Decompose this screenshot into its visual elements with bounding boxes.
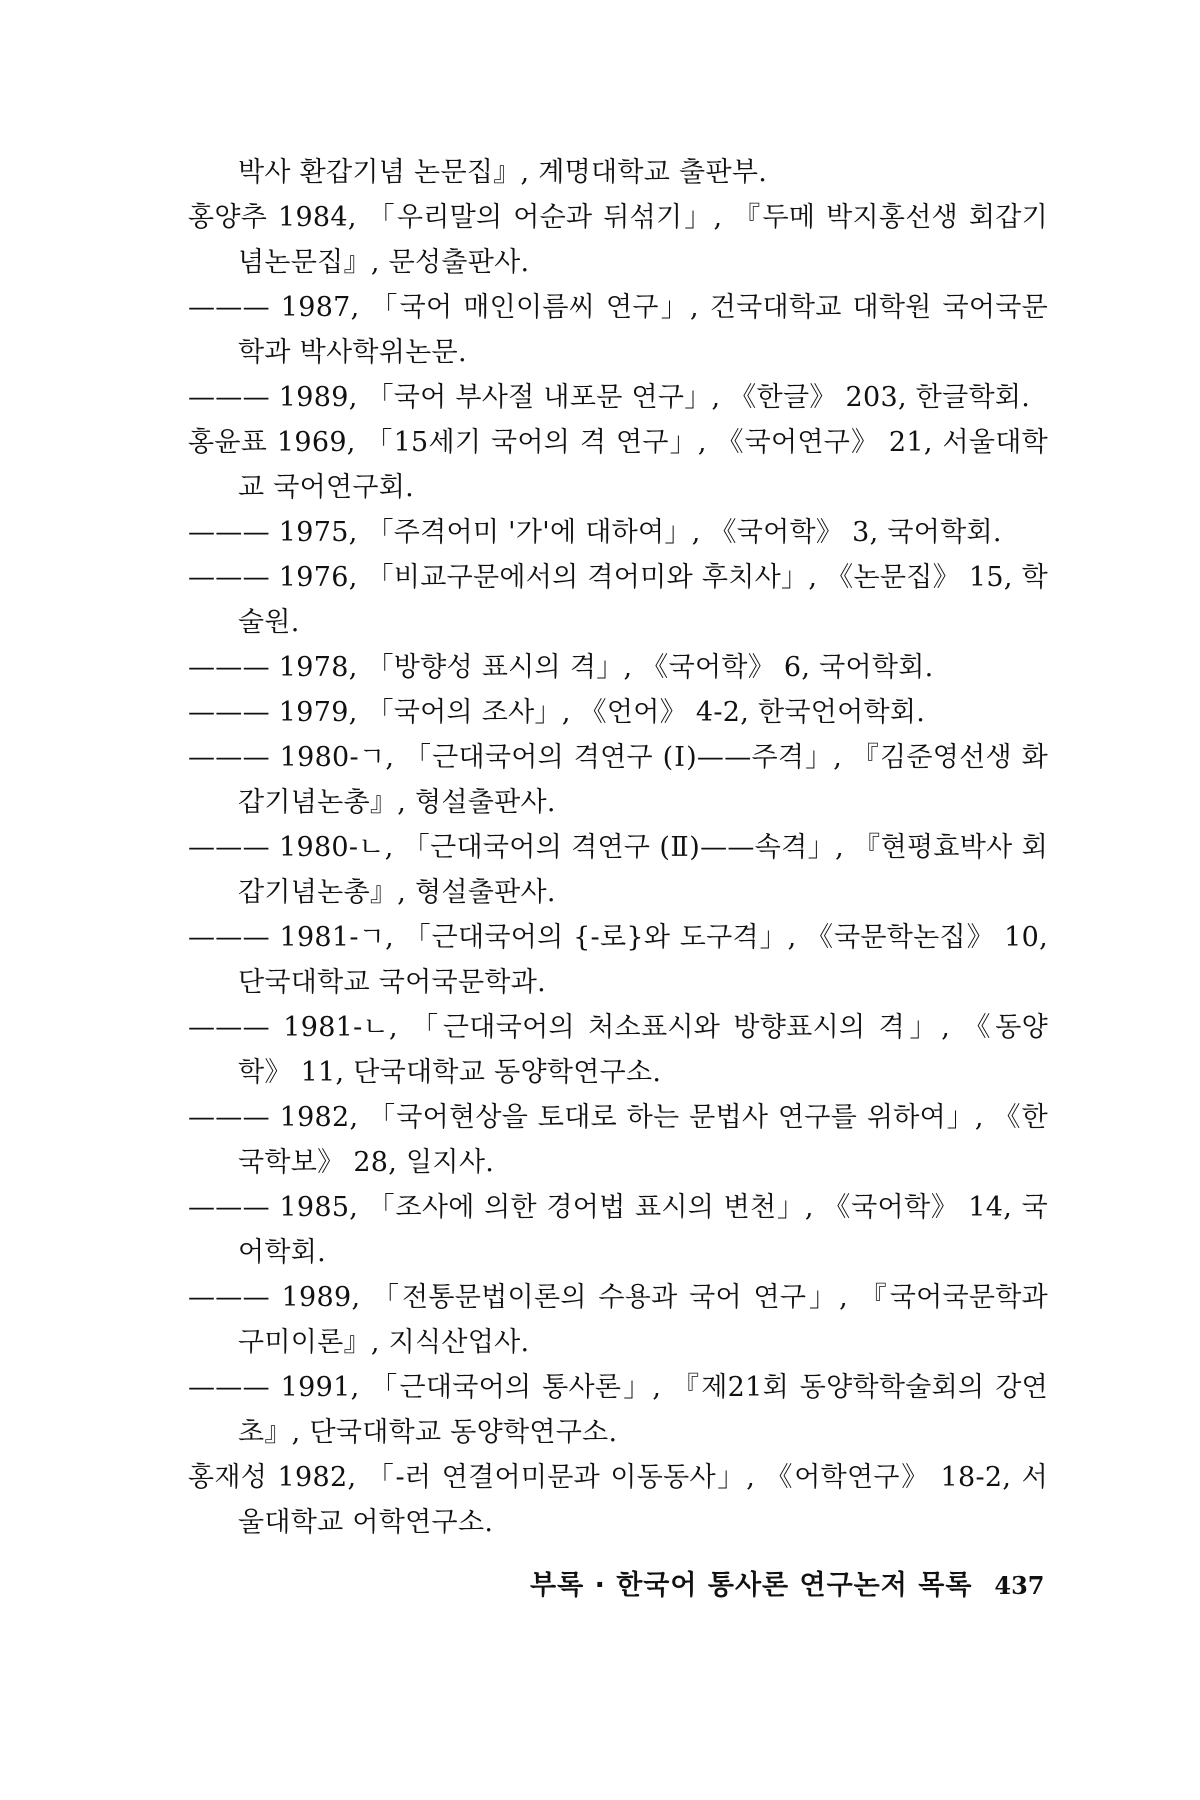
page-number: 437 xyxy=(994,1571,1045,1600)
bibliography-entry: ——— 1991, 「근대국어의 통사론」, 『제21회 동양학학술회의 강연초』, 단국대학교 동양학연구소. xyxy=(188,1372,1048,1448)
bibliography-entry: ——— 1976, 「비교구문에서의 격어미와 후치사」, 《논문집》 15, 학술원. xyxy=(188,562,1048,638)
running-footer-title: 부록 · 한국어 통사론 연구논저 목록 xyxy=(530,1570,973,1601)
bibliography-entry: ——— 1989, 「국어 부사절 내포문 연구」, 《한글》 203, 한글학회. xyxy=(188,382,1031,413)
bibliography-entry: ——— 1989, 「전통문법이론의 수용과 국어 연구」, 『국어국문학과 구미이론』, 지식산업사. xyxy=(188,1282,1048,1358)
bibliography-entry: 홍재성 1982, 「-러 연결어미문과 이동동사」, 《어학연구》 18-2, 서울대학교 어학연구소. xyxy=(188,1462,1048,1538)
bibliography-entry: ——— 1982, 「국어현상을 토대로 하는 문법사 연구를 위하여」, 《한국학보》 28, 일지사. xyxy=(188,1102,1048,1178)
bibliography-entry: 홍윤표 1969, 「15세기 국어의 격 연구」, 《국어연구》 21, 서울대학교 국어연구회. xyxy=(188,427,1048,503)
bibliography-entry: ——— 1981-ㄱ, 「근대국어의 {-로}와 도구격」, 《국문학논집》 10, 단국대학교 국어국문학과. xyxy=(188,922,1048,998)
bibliography-entry: ——— 1985, 「조사에 의한 경어법 표시의 변천」, 《국어학》 14, 국어학회. xyxy=(188,1192,1048,1268)
bibliography-entry: ——— 1975, 「주격어미 '가'에 대하여」, 《국어학》 3, 국어학회. xyxy=(188,517,1002,548)
page-footer xyxy=(530,1563,1045,1602)
bibliography-entry: ——— 1980-ㄱ, 「근대국어의 격연구 (Ⅰ)——주격」, 『김준영선생 화갑기념논총』, 형설출판사. xyxy=(188,742,1048,818)
bibliography-entry: 박사 환갑기념 논문집』, 계명대학교 출판부. xyxy=(238,157,768,188)
bibliography-entry: ——— 1981-ㄴ, 「근대국어의 처소표시와 방향표시의 격」, 《동양학》 11, 단국대학교 동양학연구소. xyxy=(188,1012,1048,1088)
bibliography-entry: ——— 1987, 「국어 매인이름씨 연구」, 건국대학교 대학원 국어국문학과 박사학위논문. xyxy=(188,292,1048,368)
bibliography-entry: ——— 1978, 「방향성 표시의 격」, 《국어학》 6, 국어학회. xyxy=(188,652,934,683)
bibliography-entry: ——— 1979, 「국어의 조사」, 《언어》 4-2, 한국언어학회. xyxy=(188,697,926,728)
bibliography-list xyxy=(188,150,1048,1545)
bibliography-entry: 홍양추 1984, 「우리말의 어순과 뒤섞기」, 『두메 박지홍선생 회갑기념논문집』, 문성출판사. xyxy=(188,202,1048,278)
bibliography-entry: ——— 1980-ㄴ, 「근대국어의 격연구 (Ⅱ)——속격」, 『현평효박사 회갑기념논총』, 형설출판사. xyxy=(188,832,1048,908)
